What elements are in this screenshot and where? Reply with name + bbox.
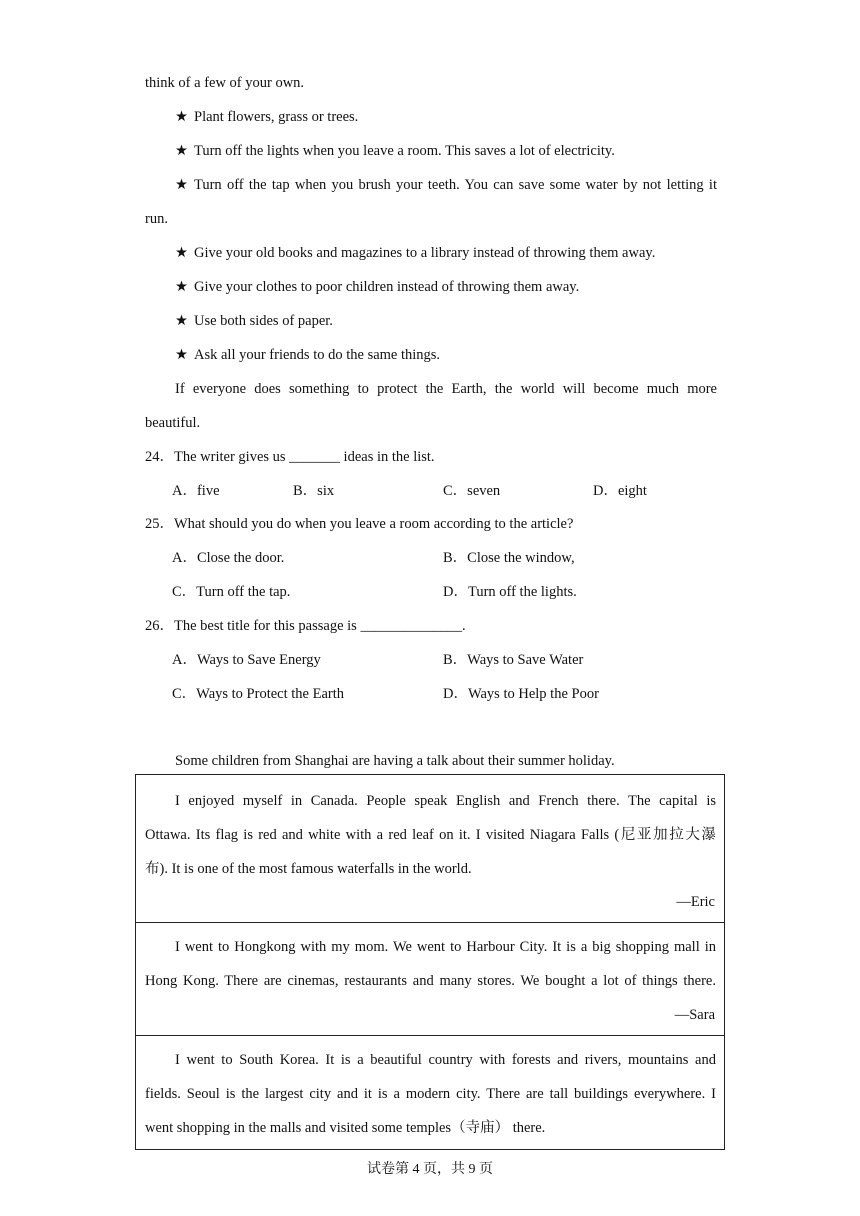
star-bullet-icon: ★ <box>175 109 188 125</box>
intro-tail-line: think of a few of your own. <box>145 75 305 91</box>
option-24-d[interactable]: D．eight <box>593 483 647 499</box>
star-bullet-icon: ★ <box>175 177 188 193</box>
conclusion-line: beautiful. <box>145 415 201 431</box>
option-26-b[interactable]: B．Ways to Save Water <box>443 652 584 668</box>
conclusion-line: If everyone does something to protect the Earth, the world will become much more <box>175 381 717 397</box>
option-25-a[interactable]: A．Close the door. <box>172 550 285 566</box>
option-26-c[interactable]: C．Ways to Protect the Earth <box>172 686 344 702</box>
signature: —Sara <box>674 1007 715 1023</box>
passage-intro: Some children from Shanghai are having a talk about their summer holiday. <box>175 753 615 769</box>
box-line: went shopping in the malls and visited some temples（寺庙） there. <box>145 1120 546 1136</box>
box-line: Hong Kong. There are cinemas, restaurants and many stores. We bought a lot of things there. <box>145 973 716 989</box>
question-24-stem: 24．The writer gives us _______ ideas in the list. <box>145 449 435 465</box>
option-24-b[interactable]: B．six <box>293 483 335 499</box>
question-25-stem: 25．What should you do when you leave a room according to the article? <box>145 516 574 532</box>
box-line: I went to Hongkong with my mom. We went to Harbour City. It is a big shopping mall in <box>175 939 716 955</box>
list-item: ★ Turn off the lights when you leave a room. This saves a lot of electricity. <box>175 143 615 159</box>
question-26-stem: 26．The best title for this passage is ______________. <box>145 618 466 634</box>
page-footer: 试卷第 4 页，共 9 页 <box>367 1162 493 1177</box>
list-item: ★ Give your clothes to poor children instead of throwing them away. <box>175 279 580 295</box>
option-26-d[interactable]: D．Ways to Help the Poor <box>443 686 599 702</box>
star-bullet-icon: ★ <box>175 245 188 261</box>
star-bullet-icon: ★ <box>175 313 188 329</box>
passage-box-korea <box>135 1035 725 1150</box>
box-line: 布). It is one of the most famous waterfalls in the world. <box>145 861 472 877</box>
box-line: I enjoyed myself in Canada. People speak English and French there. The capital is <box>175 793 716 809</box>
box-line: fields. Seoul is the largest city and it is a modern city. There are tall buildings everywhere. I <box>145 1086 716 1102</box>
signature: —Eric <box>676 894 715 910</box>
list-item: ★ Turn off the tap when you brush your teeth. You can save some water by not letting it <box>175 177 717 193</box>
passage-box-sara <box>135 922 725 1036</box>
list-item: ★ Give your old books and magazines to a library instead of throwing them away. <box>175 245 656 261</box>
list-item: ★ Plant flowers, grass or trees. <box>175 109 359 125</box>
option-24-c[interactable]: C．seven <box>443 483 501 499</box>
passage-box-eric <box>135 774 725 923</box>
list-item-continuation: run. <box>145 211 168 227</box>
option-24-a[interactable]: A．five <box>172 483 220 499</box>
option-25-c[interactable]: C．Turn off the tap. <box>172 584 291 600</box>
option-25-b[interactable]: B．Close the window, <box>443 550 575 566</box>
star-bullet-icon: ★ <box>175 279 188 295</box>
option-26-a[interactable]: A．Ways to Save Energy <box>172 652 321 668</box>
star-bullet-icon: ★ <box>175 143 188 159</box>
box-line: Ottawa. Its flag is red and white with a red leaf on it. I visited Niagara Falls (尼亚加拉大瀑 <box>145 827 716 843</box>
list-item: ★ Ask all your friends to do the same things. <box>175 347 441 363</box>
list-item: ★ Use both sides of paper. <box>175 313 333 329</box>
option-25-d[interactable]: D．Turn off the lights. <box>443 584 577 600</box>
box-line: I went to South Korea. It is a beautiful country with forests and rivers, mountains and <box>175 1052 716 1068</box>
star-bullet-icon: ★ <box>175 347 188 363</box>
